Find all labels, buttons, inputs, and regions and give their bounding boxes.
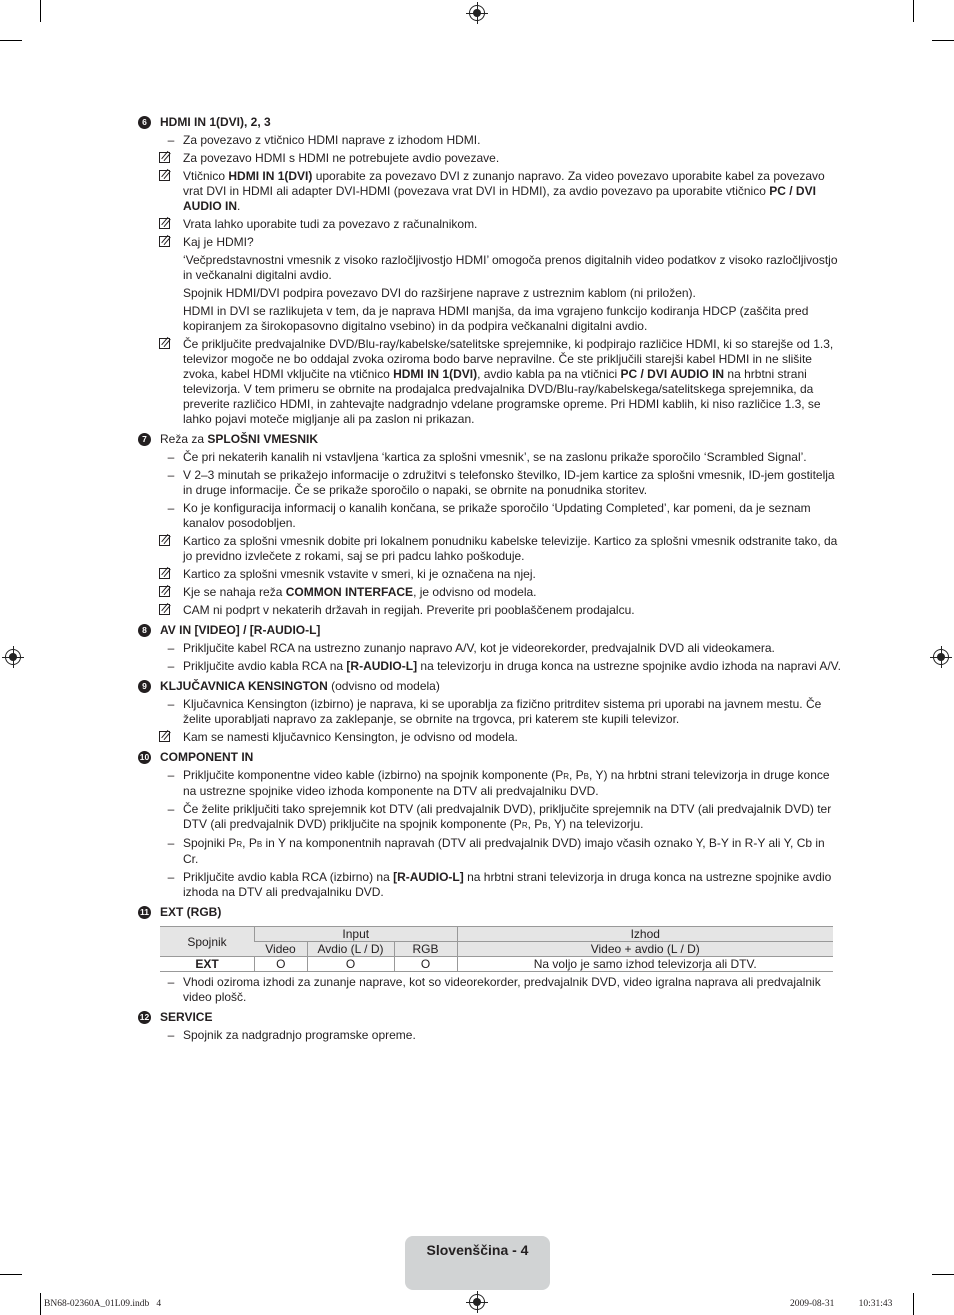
table-cell: EXT	[160, 957, 255, 972]
item-text: Za povezavo HDMI s HDMI ne potrebujete avdio povezave.	[183, 151, 500, 165]
item-text: Ko je konfiguracija informacij o kanalih končana, se prikaže sporočilo ‘Updating Completed’, kar pomeni, da je seznam kanalov posodobljen.	[183, 501, 811, 530]
item-text: Kam se namesti ključavnico Kensington, je odvisno od modela.	[183, 730, 518, 744]
section-heading	[138, 750, 843, 765]
file-slug: BN68-02360A_01L09.indb 4	[44, 1299, 162, 1309]
registration-mark-icon	[933, 649, 949, 665]
note-paragraph: ‘Večpredstavnostni vmesnik z visoko razločljivostjo HDMI’ omogoča prenos digitalnih video podatkov z visoko razločljivostjo in večkanalni digitalni avdio.	[183, 253, 838, 282]
dash-item	[138, 1028, 843, 1043]
registration-mark-icon	[469, 5, 485, 21]
dash-bullet-icon: –	[167, 133, 175, 147]
section-title: HDMI IN 1(DVI), 2, 3	[160, 115, 271, 129]
dash-bullet-icon: –	[167, 501, 175, 515]
dash-item	[138, 697, 843, 727]
item-text: Če pri nekaterih kanalih ni vstavljena ‘kartica za splošni vmesnik’, se na zaslonu prikaže sporočilo ‘Scrambled Signal’.	[183, 450, 807, 464]
crop-mark	[0, 40, 22, 41]
item-text: Za povezavo z vtičnico HDMI naprave z izhodom HDMI.	[183, 133, 481, 147]
note-pencil-icon	[159, 236, 170, 247]
crop-mark	[0, 1274, 22, 1275]
note-item	[138, 169, 843, 214]
section-title: SERVICE	[160, 1010, 213, 1024]
item-text: Priključite avdio kabla RCA (izbirno) na [R-AUDIO-L] na hrbtni strani televizorja in druga konca na ustrezne spojnike avdio izhoda na DTV ali predvajalniku DVD.	[183, 870, 832, 899]
note-item	[138, 603, 843, 618]
note-pencil-icon	[159, 152, 170, 163]
note-pencil-icon	[159, 604, 170, 615]
section-title: COMPONENT IN	[160, 750, 254, 764]
note-pencil-icon	[159, 586, 170, 597]
item-text: Vrata lahko uporabite tudi za povezavo z računalnikom.	[183, 217, 478, 231]
note-pencil-icon	[159, 568, 170, 579]
dash-item	[138, 641, 843, 656]
ext-rgb-table	[160, 926, 833, 972]
item-text: Vtičnico HDMI IN 1(DVI) uporabite za povezavo DVI z zunanjo napravo. Za video povezavo uporabite kabel za povezavo vrat DVI in HDMI ali adapter DVI-HDMI (povezava vrat DVI in HDMI), za avdio povezavo pa uporabite vtičnico PC / DVI AUDIO IN.	[183, 169, 825, 213]
item-text: Kartico za splošni vmesnik vstavite v smeri, ki je označena na njej.	[183, 567, 536, 581]
section-heading	[138, 115, 843, 130]
registration-mark-icon	[5, 649, 21, 665]
table-cell: Na voljo je samo izhod televizorja ali DTV.	[457, 957, 833, 972]
note-paragraph: Spojnik HDMI/DVI podpira povezavo DVI do razširjene naprave z ustreznim kablom (ni priložen).	[183, 286, 696, 300]
item-text: Kaj je HDMI?	[183, 235, 254, 249]
note-pencil-icon	[159, 535, 170, 546]
item-text: Spojniki PR, PB in Y na komponentnih napravah (DTV ali predvajalnik DVD) imajo včasih oznako Y, B-Y in R-Y ali Y, Cb in Cr.	[183, 836, 825, 866]
item-text: V 2–3 minutah se prikažejo informacije o združitvi s telefonsko številko, ID-jem kartice za splošni vmesnik, ID-jem gostitelja in druge informacije. Če se prikaže sporočilo o napaki, se obrnite na ponudnika storitev.	[183, 468, 835, 497]
table-header: Spojnik	[160, 927, 255, 957]
dash-item	[138, 659, 843, 674]
table-header: RGB	[394, 942, 457, 957]
crop-mark	[40, 1293, 41, 1315]
section-title: EXT (RGB)	[160, 905, 222, 919]
crop-mark	[932, 1274, 954, 1275]
dash-bullet-icon: –	[167, 768, 175, 782]
dash-bullet-icon: –	[167, 1028, 175, 1042]
date-slug: 2009-08-31 ￿￿ 10:31:43	[790, 1299, 893, 1309]
note-pencil-icon	[159, 218, 170, 229]
registration-mark-icon	[469, 1294, 485, 1310]
item-text: Če želite priključiti tako sprejemnik kot DTV (ali predvajalnik DVD), priključite sprejemnik na DTV (ali predvajalnik DVD) ter DTV (ali predvajalnik DVD) priključite na spojnik komponente (PR, PB, Y) na televizorju.	[183, 802, 832, 831]
section-number-icon: 8	[138, 624, 151, 637]
section-heading	[138, 679, 843, 694]
note-item	[138, 217, 843, 232]
table-cell: O	[394, 957, 457, 972]
item-text: Priključite komponentne video kable (izbirno) na spojnik komponente (PR, PB, Y) na hrbtni strani televizorja in druge konce na ustrezne spojnike video izhoda komponente na DTV ali predvajalniku DVD.	[183, 768, 830, 798]
note-pencil-icon	[159, 170, 170, 181]
dash-bullet-icon: –	[167, 697, 175, 711]
dash-bullet-icon: –	[167, 975, 175, 989]
item-text: Kje se nahaja reža COMMON INTERFACE, je odvisno od modela.	[183, 585, 537, 599]
section-heading	[138, 432, 843, 447]
dash-bullet-icon: –	[167, 659, 175, 673]
note-item	[138, 585, 843, 600]
dash-item	[138, 450, 843, 465]
table-header: Video + avdio (L / D)	[457, 942, 833, 957]
item-text: Priključite avdio kabla RCA na [R-AUDIO-L] na televizorju in druga konca na ustrezne spojnike avdio izhoda na napravi A/V.	[183, 659, 841, 673]
section-number-icon: 11	[140, 907, 149, 917]
dash-item	[138, 802, 843, 833]
dash-item	[138, 975, 843, 1005]
note-pencil-icon	[159, 338, 170, 349]
section-title: Reža za SPLOŠNI VMESNIK	[160, 432, 319, 446]
note-item	[138, 235, 843, 250]
table-cell: O	[255, 957, 308, 972]
dash-bullet-icon: –	[167, 450, 175, 464]
dash-bullet-icon: –	[167, 802, 175, 816]
section-number-icon: 10	[139, 752, 150, 762]
section-number-icon: 9	[138, 680, 151, 693]
section-title: AV IN [VIDEO] / [R-AUDIO-L]	[160, 623, 321, 637]
table-header: Video	[255, 942, 308, 957]
section-heading	[138, 1010, 843, 1025]
item-text: Če priključite predvajalnike DVD/Blu-ray/kabelske/satelitske sprejemnike, ki podpirajo različice HDMI, ki so starejše od 1.3, televizor mogoče ne bo oddajal zvoka oziroma bodo barve nepravilne. Če ste priključili starejši kabel HDMI in ne slišite zvoka, kabel HDMI vključite na vtičnico HDMI IN 1(DVI), avdio kabla pa na vtičnici PC / DVI AUDIO IN na hrbtni strani televizorja. V tem primeru se obrnite na prodajalca predvajalnika DVD/Blu-ray/kabelskega/satelitskega sprejemnika, da preverite različico HDMI, in zahtevajte nadgradnjo vdelane programske opreme. Pri HDMI kablih, ki niso različice 1.3, se lahko pojavi moteče migljanje ali pa zaslon ni prikazan.	[183, 337, 834, 426]
section-heading	[138, 623, 843, 638]
crop-mark	[913, 1293, 914, 1315]
item-text: Priključite kabel RCA na ustrezno zunanjo napravo A/V, kot je videorekorder, predvajalnik DVD ali videokamera.	[183, 641, 775, 655]
section-number-icon: 7	[138, 433, 151, 446]
crop-mark	[40, 0, 41, 22]
note-paragraph: HDMI in DVI se razlikujeta v tem, da je naprava HDMI manjša, da ima vgrajeno funkcijo kodiranja HDCP (zaščita pred kopiranjem za širokopasovno digitalno vsebino) in da podpira večkanalni digitalni avdio.	[183, 304, 809, 333]
note-item	[138, 337, 843, 427]
note-item	[138, 151, 843, 166]
table-cell: O	[307, 957, 394, 972]
dash-bullet-icon: –	[167, 870, 175, 884]
manual-content	[138, 111, 843, 1043]
dash-item	[138, 836, 843, 867]
page-number-tab	[405, 1236, 550, 1290]
table-header: Izhod	[457, 927, 833, 942]
dash-item	[138, 468, 843, 498]
item-text: Ključavnica Kensington (izbirno) je naprava, ki se uporablja za fizično pritrditev sistema pri uporabi na javnem mestu. Če želite uporabljati napravo za zaklepanje, se obrnite na trgovca, pri katerem ste kupili televizor.	[183, 697, 822, 726]
note-item	[138, 534, 843, 564]
item-text: CAM ni podprt v nekaterih državah in regijah. Preverite pri pooblaščenem prodajalcu.	[183, 603, 635, 617]
dash-bullet-icon: –	[167, 641, 175, 655]
dash-item	[138, 133, 843, 148]
item-text: Kartico za splošni vmesnik dobite pri lokalnem ponudniku kabelske televizije. Kartico za splošni vmesnik odstranite tako, da jo previdno izvlečete z rokami, saj se pri padcu lahko poškoduje.	[183, 534, 838, 563]
table-header: Avdio (L / D)	[307, 942, 394, 957]
crop-mark	[913, 0, 914, 22]
dash-bullet-icon: –	[167, 836, 175, 850]
section-heading	[138, 905, 843, 920]
crop-mark	[932, 40, 954, 41]
dash-bullet-icon: –	[167, 468, 175, 482]
section-title: KLJUČAVNICA KENSINGTON (odvisno od modela)	[160, 679, 440, 693]
note-item	[138, 567, 843, 582]
item-text: Spojnik za nadgradnjo programske opreme.	[183, 1028, 416, 1042]
section-number-icon: 6	[138, 116, 151, 129]
note-item	[138, 730, 843, 745]
note-pencil-icon	[159, 731, 170, 742]
item-text: Vhodi oziroma izhodi za zunanje naprave, kot so videorekorder, predvajalnik DVD, video igralna naprava ali predvajalnik video plošč.	[183, 975, 821, 1004]
dash-item	[138, 501, 843, 531]
table-header: Input	[255, 927, 458, 942]
dash-item	[138, 768, 843, 799]
page-label: Slovenščina - 4	[426, 1242, 529, 1258]
section-number-icon: 12	[139, 1012, 150, 1022]
dash-item	[138, 870, 843, 900]
